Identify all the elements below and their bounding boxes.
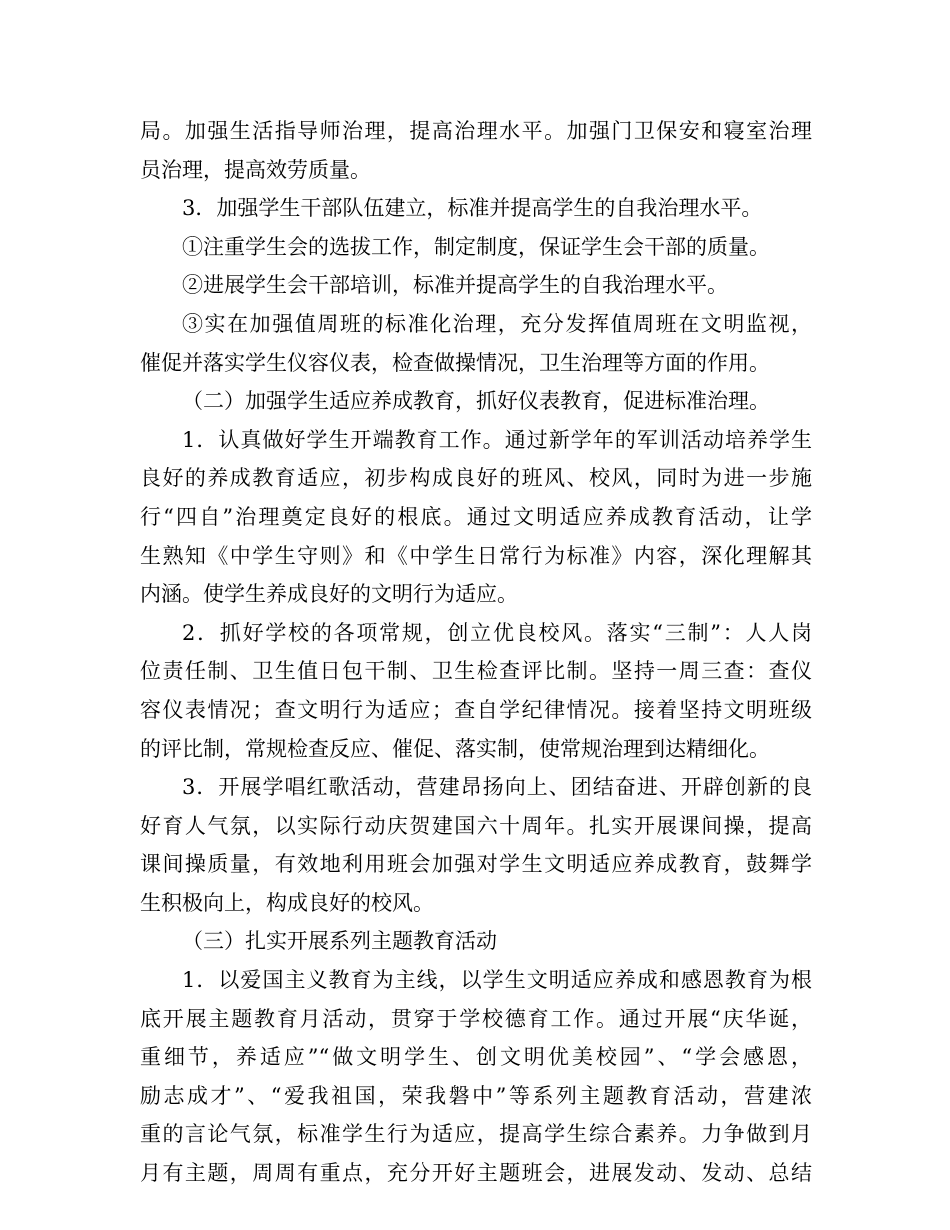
paragraph-line: 良好的养成教育适应，初步构成良好的班风、校风，同时为进一步施: [140, 466, 812, 491]
paragraph-line: 1．以爱国主义教育为主线，以学生文明适应养成和感恩教育为根: [182, 968, 812, 993]
paragraph-line: 行“四自”治理奠定良好的根底。通过文明适应养成教育活动，让学: [140, 504, 812, 529]
section-heading: （三）扎实开展系列主题教育活动: [182, 929, 497, 954]
paragraph-line: 重的言论气氛，标准学生行为适应，提高学生综合素养。力争做到月: [140, 1122, 812, 1147]
paragraph-line: 励志成才”、“爱我祖国，荣我磐中”等系列主题教育活动，营建浓: [140, 1083, 812, 1108]
document-body: [140, 112, 812, 1193]
paragraph-line: 催促并落实学生仪容仪表，检查做操情况，卫生治理等方面的作用。: [140, 350, 770, 375]
paragraph-line: 3．开展学唱红歌活动，营建昂扬向上、团结奋进、开辟创新的良: [182, 775, 812, 800]
section-heading: （二）加强学生适应养成教育，抓好仪表教育，促进标准治理。: [182, 389, 770, 414]
paragraph-line: 好育人气氛，以实际行动庆贺建国六十周年。扎实开展课间操，提高: [140, 813, 812, 838]
paragraph-line: 月有主题，周周有重点，充分开好主题班会，进展发动、发动、总结: [140, 1161, 812, 1186]
paragraph-line: 局。加强生活指导师治理，提高治理水平。加强门卫保安和寝室治理: [140, 119, 812, 143]
paragraph-line: ①注重学生会的选拔工作，制定制度，保证学生会干部的质量。: [182, 234, 770, 259]
paragraph-line: 员治理，提高效劳质量。: [140, 157, 371, 182]
paragraph-line: 的评比制，常规检查反应、催促、落实制，使常规治理到达精细化。: [140, 736, 770, 761]
paragraph-line: ②进展学生会干部培训，标准并提高学生的自我治理水平。: [182, 273, 728, 298]
paragraph-line: 2．抓好学校的各项常规，创立优良校风。落实“三制”：人人岗: [182, 620, 812, 645]
paragraph-line: 内涵。使学生养成良好的文明行为适应。: [140, 582, 518, 607]
paragraph-line: 生积极向上，构成良好的校风。: [140, 890, 434, 915]
paragraph-line: 容仪表情况；查文明行为适应；查自学纪律情况。接着坚持文明班级: [140, 697, 812, 722]
paragraph-line: 生熟知《中学生守则》和《中学生日常行为标准》内容，深化理解其: [140, 543, 812, 568]
paragraph-line: 课间操质量，有效地利用班会加强对学生文明适应养成教育，鼓舞学: [140, 852, 812, 877]
paragraph-line: 位责任制、卫生值日包干制、卫生检查评比制。坚持一周三查：查仪: [140, 659, 812, 684]
paragraph-line: 3．加强学生干部队伍建立，标准并提高学生的自我治理水平。: [182, 196, 763, 221]
paragraph-line: ③实在加强值周班的标准化治理，充分发挥值周班在文明监视，: [182, 311, 812, 336]
paragraph-line: 重细节，养适应”“做文明学生、创文明优美校园”、“学会感恩，: [140, 1045, 812, 1070]
paragraph-line: 1．认真做好学生开端教育工作。通过新学年的军训活动培养学生: [182, 427, 812, 452]
paragraph-line: 底开展主题教育月活动，贯穿于学校德育工作。通过开展“庆华诞，: [140, 1006, 812, 1031]
